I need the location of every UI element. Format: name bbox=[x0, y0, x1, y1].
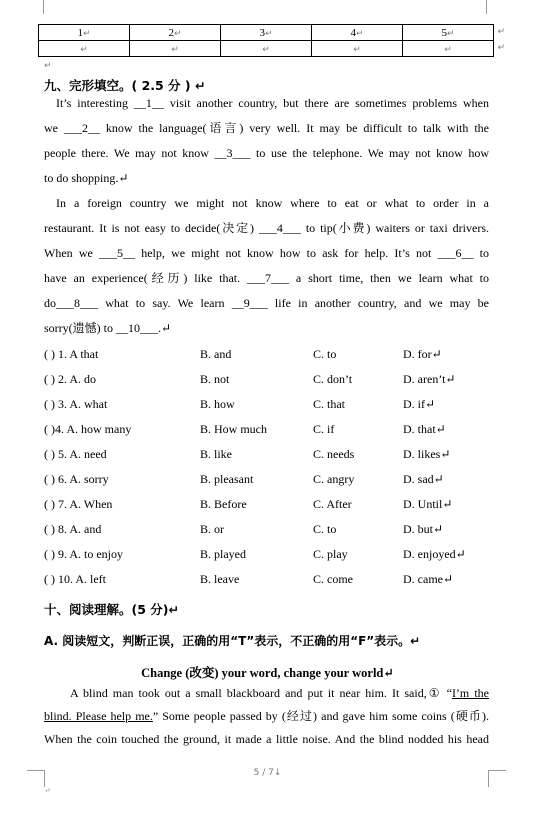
question-number[interactable]: ( ) 2. A. do bbox=[44, 372, 96, 386]
paragraph-mark: ↵ bbox=[44, 61, 52, 71]
option-d: D. Until↵ bbox=[403, 497, 453, 511]
option-d: D. sad↵ bbox=[403, 472, 444, 486]
option-d: D. enjoyed↵ bbox=[403, 547, 466, 561]
answer-blank-cell[interactable]: ↵ bbox=[312, 41, 403, 57]
option-c: C. to bbox=[313, 347, 337, 361]
story-line: When the coin touched the ground, it made a little noise. And the blind nodded his head bbox=[44, 732, 489, 746]
answer-number-cell: 1↵ bbox=[39, 25, 130, 41]
answer-table-number-row bbox=[39, 25, 494, 41]
option-c: C. don’t bbox=[313, 372, 353, 386]
answer-table-blank-row bbox=[39, 41, 494, 57]
underlined-sentence: blind. Please help me. bbox=[44, 709, 153, 723]
crop-mark-top-right bbox=[486, 0, 503, 14]
question-number[interactable]: ( ) 5. A. need bbox=[44, 447, 107, 461]
cloze-line: have an experience(经历) like that. ___7___ a short time, then we learn what to bbox=[44, 271, 489, 285]
section-9-title: 九、完形填空。( 2.5 分 ) ↵ bbox=[44, 78, 206, 93]
option-c: C. to bbox=[313, 522, 337, 536]
option-d: D. but↵ bbox=[403, 522, 444, 536]
cloze-line: restaurant. It is not easy to decide(决定) ___4___ to tip(小费) waiters or taxi drivers. bbox=[44, 221, 489, 235]
answer-number-cell: 2↵ bbox=[130, 25, 221, 41]
page-number: 5 / 7↓ bbox=[253, 768, 282, 778]
answer-blank-cell[interactable]: ↵ bbox=[130, 41, 221, 57]
cloze-line: people there. We may not know __3___ to use the telephone. We may not know how bbox=[44, 146, 489, 160]
option-b: B. and bbox=[200, 347, 232, 361]
cloze-line: sorry(遗憾) to __10___.↵ bbox=[44, 321, 172, 335]
option-c: C. that bbox=[313, 397, 345, 411]
question-number[interactable]: ( ) 10. A. left bbox=[44, 572, 106, 586]
option-c: C. angry bbox=[313, 472, 355, 486]
answer-number-cell: 3↵ bbox=[221, 25, 312, 41]
question-number[interactable]: ( ) 6. A. sorry bbox=[44, 472, 109, 486]
question-number[interactable]: ( )4. A. how many bbox=[44, 422, 132, 436]
option-b: B. or bbox=[200, 522, 224, 536]
story-title: Change (改变) your word, change your world↵ bbox=[141, 666, 394, 680]
cloze-paragraph-1 bbox=[44, 91, 489, 191]
cloze-line: When we ___5__ help, we might not know how to ask for help. It’s not ___6__ to bbox=[44, 246, 489, 260]
question-number[interactable]: ( ) 8. A. and bbox=[44, 522, 102, 536]
crop-mark-top-left bbox=[27, 0, 44, 14]
cloze-paragraph-2 bbox=[44, 191, 489, 341]
option-d: D. that↵ bbox=[403, 422, 446, 436]
cloze-line: do___8___ what to say. We learn __9___ life in another country, and we may be bbox=[44, 296, 489, 310]
option-b: B. not bbox=[200, 372, 230, 386]
story-paragraph bbox=[44, 682, 489, 751]
answer-number-cell: 5↵ ↵ bbox=[403, 25, 494, 41]
cloze-line: In a foreign country we might not know where to eat or what to order in a bbox=[56, 196, 489, 210]
option-c: C. needs bbox=[313, 447, 355, 461]
underlined-sentence: I’m the bbox=[451, 686, 489, 700]
story-line: A blind man took out a small blackboard and put it near him. It said,① “I’m the bbox=[70, 686, 489, 700]
option-c: C. After bbox=[313, 497, 352, 511]
cloze-line: It’s interesting __1__ visit another country, but there are sometimes problems when bbox=[56, 96, 489, 110]
answer-number-cell: 4↵ bbox=[312, 25, 403, 41]
answer-blank-cell[interactable]: ↵ bbox=[221, 41, 312, 57]
question-number[interactable]: ( ) 7. A. When bbox=[44, 497, 113, 511]
option-b: B. like bbox=[200, 447, 232, 461]
part-a-instructions: A. 阅读短文，判断正误，正确的用“T”表示，不正确的用“F”表示。↵ bbox=[44, 634, 421, 648]
option-b: B. leave bbox=[200, 572, 240, 586]
option-c: C. if bbox=[313, 422, 335, 436]
option-d: D. if↵ bbox=[403, 397, 436, 411]
option-b: B. Before bbox=[200, 497, 247, 511]
option-d: D. came↵ bbox=[403, 572, 454, 586]
option-c: C. come bbox=[313, 572, 353, 586]
option-b: B. How much bbox=[200, 422, 267, 436]
answer-blank-cell[interactable]: ↵ bbox=[39, 41, 130, 57]
option-d: D. likes↵ bbox=[403, 447, 451, 461]
section-10-title: 十、阅读理解。(5 分)↵ bbox=[44, 602, 179, 617]
option-d: D. aren’t↵ bbox=[403, 372, 456, 386]
question-number[interactable]: ( ) 3. A. what bbox=[44, 397, 108, 411]
question-number[interactable]: ( ) 9. A. to enjoy bbox=[44, 547, 123, 561]
option-d: D. for↵ bbox=[403, 347, 442, 361]
option-c: C. play bbox=[313, 547, 348, 561]
story-line: blind. Please help me.” Some people passed by (经过) and gave him some coins (硬币). bbox=[44, 709, 489, 723]
option-b: B. how bbox=[200, 397, 235, 411]
option-b: B. pleasant bbox=[200, 472, 254, 486]
cloze-line: to do shopping.↵ bbox=[44, 171, 129, 185]
footer-mark: ↵ bbox=[44, 786, 51, 795]
question-number[interactable]: ( ) 1. A that bbox=[44, 347, 99, 361]
cloze-line: we ___2__ know the language(语言) very well. It may be difficult to talk with the bbox=[44, 121, 489, 135]
option-b: B. played bbox=[200, 547, 246, 561]
answer-table bbox=[38, 24, 505, 57]
answer-blank-cell[interactable]: ↵ ↵ bbox=[403, 41, 494, 57]
